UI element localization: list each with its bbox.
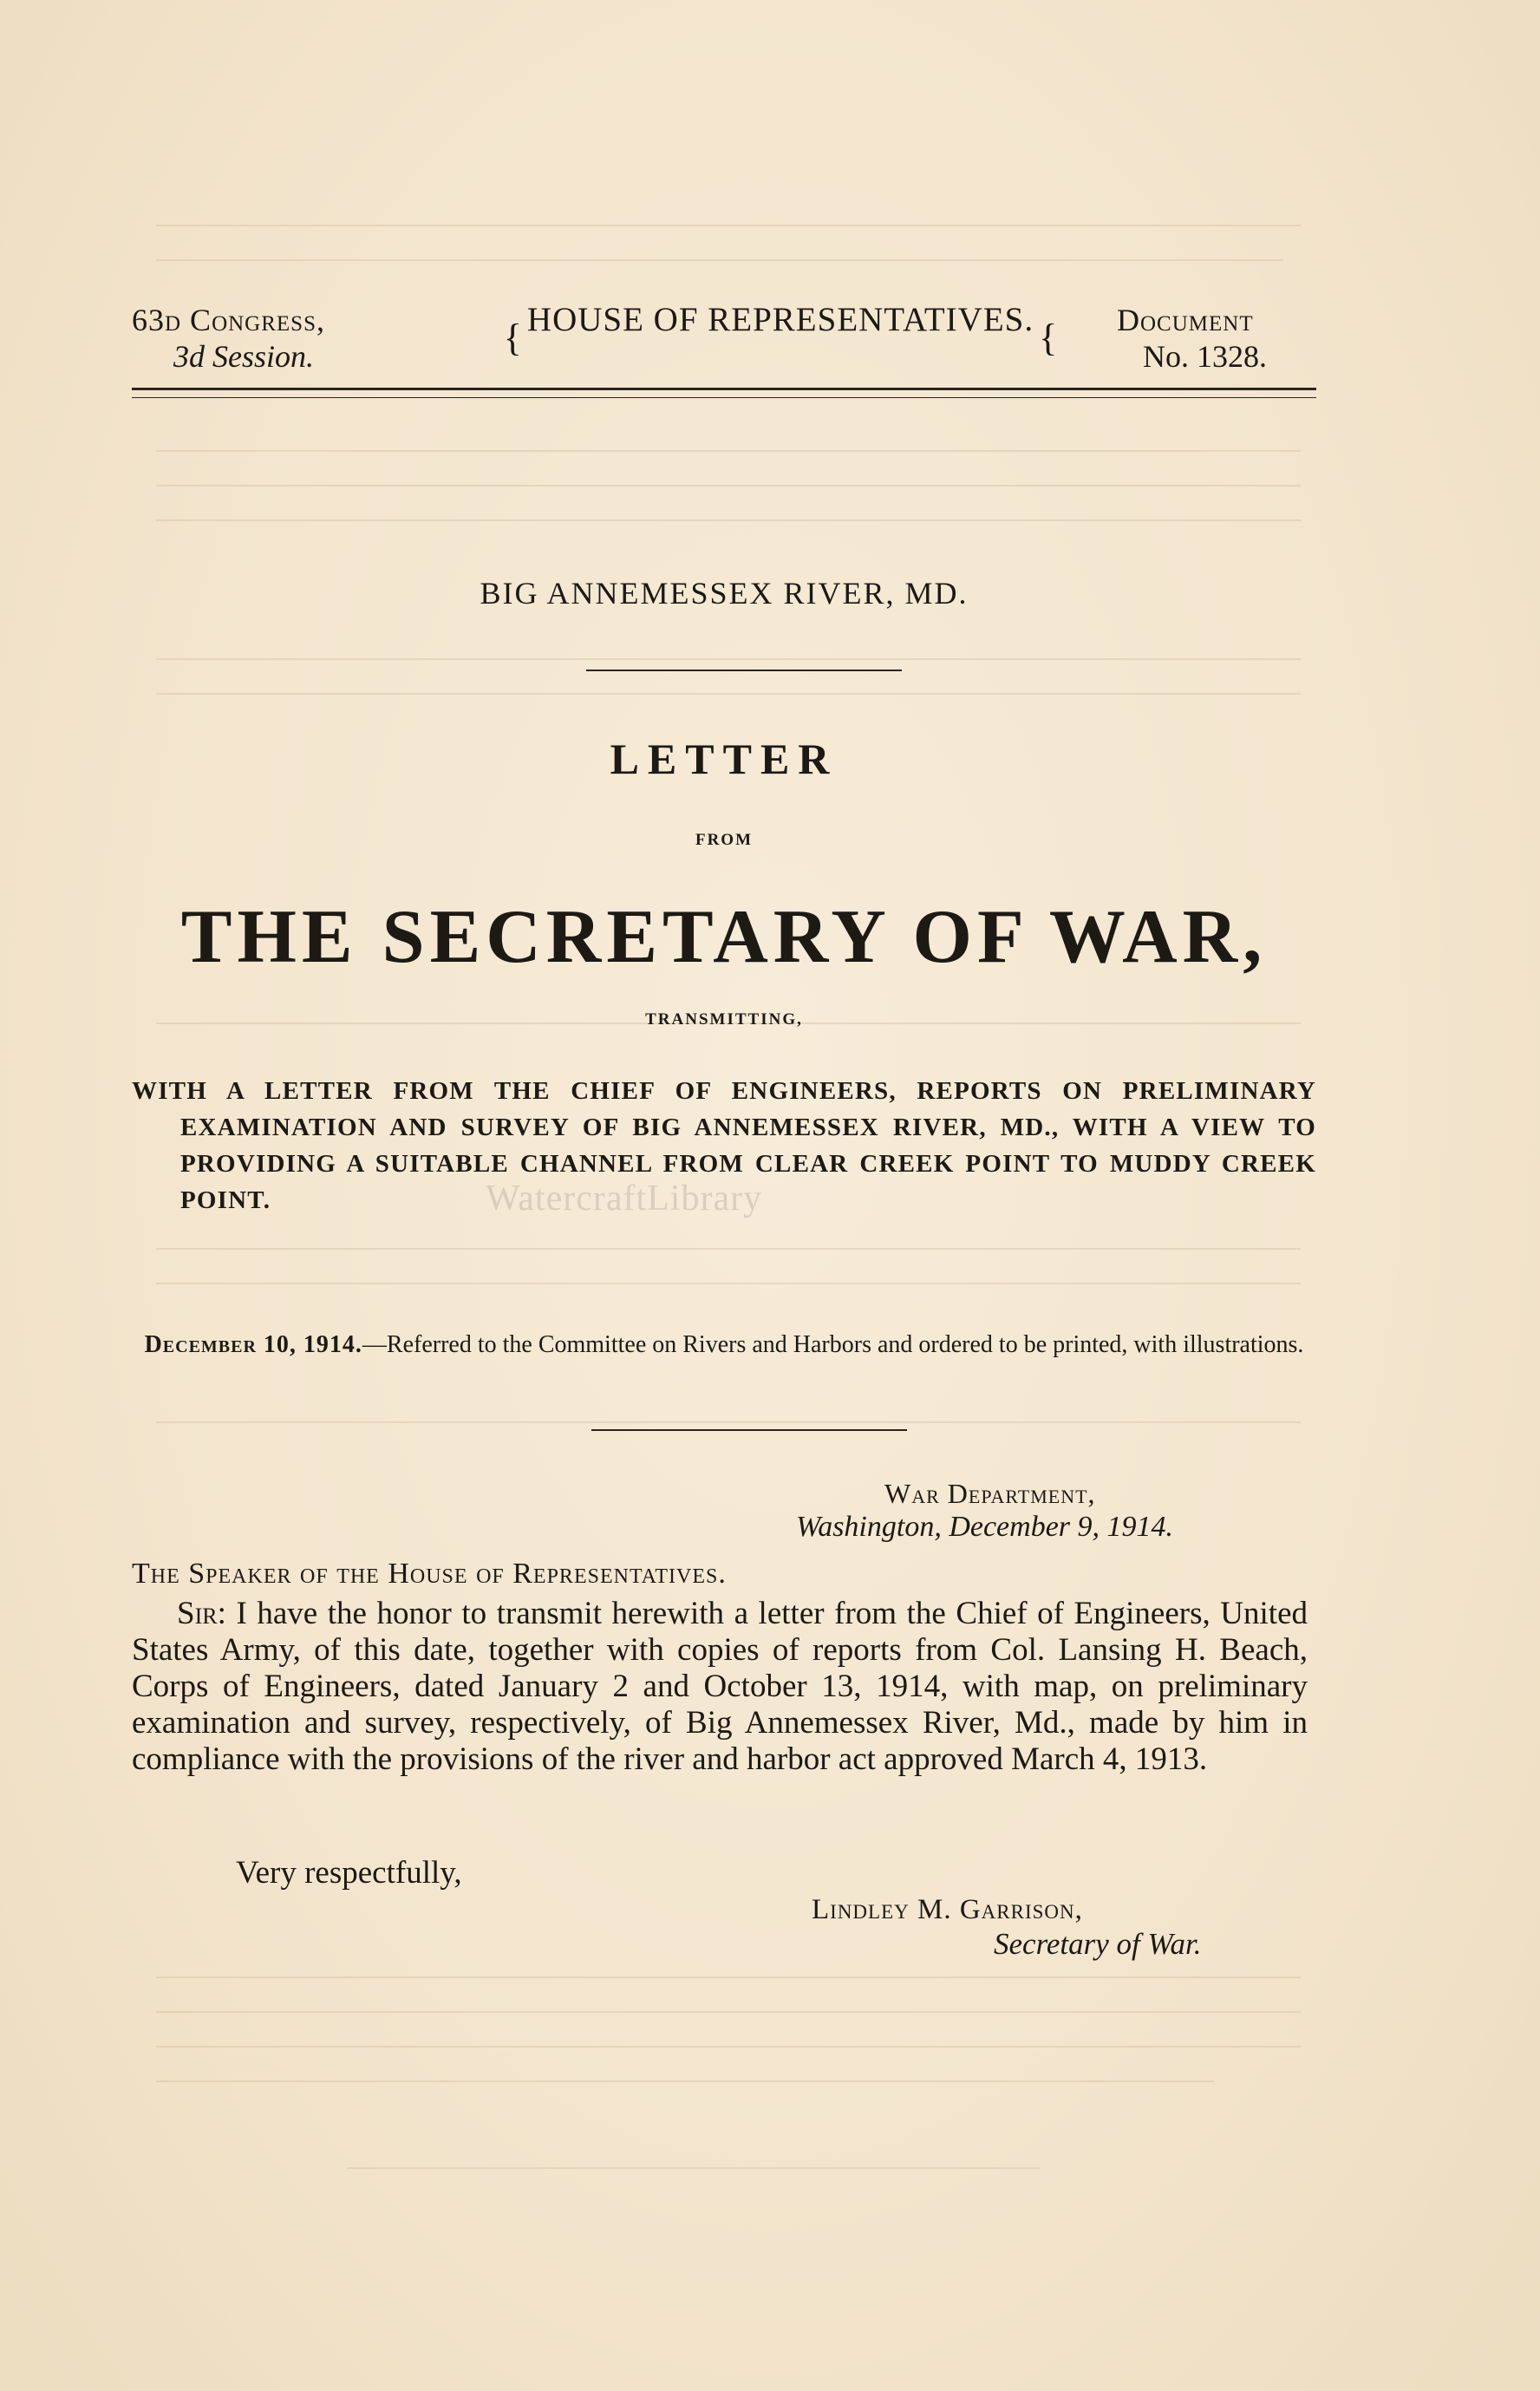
referral-text: —Referred to the Committee on Rivers and Harbors and ordered to be printed, with illustrations. xyxy=(362,1331,1304,1358)
from-label: FROM xyxy=(695,831,754,849)
document-number-block xyxy=(1117,302,1316,375)
river-title: BIG ANNEMESSEX RIVER, MD. xyxy=(480,576,969,611)
title-rule xyxy=(586,670,902,671)
left-brace: { xyxy=(503,317,522,359)
document-label: Document xyxy=(1117,303,1254,337)
document-number: No. 1328. xyxy=(1143,339,1267,374)
signer-title: Secretary of War. xyxy=(994,1927,1202,1961)
closing: Very respectfully, xyxy=(236,1855,462,1891)
header-double-rule xyxy=(132,388,1316,398)
signer-name: Lindley M. Garrison, xyxy=(812,1894,1083,1925)
document-header xyxy=(132,302,1316,375)
referral-rule xyxy=(591,1429,907,1431)
referral-note xyxy=(132,1327,1316,1363)
watermark: WatercraftLibrary xyxy=(486,1179,763,1218)
sir-greeting: Sir: xyxy=(177,1596,226,1631)
subject-text: WITH A LETTER FROM THE CHIEF OF ENGINEERS, REPORTS ON PRELIMINARY EXAMINATION AND SURVEY OF BIG ANNEMESSEX RIVER, MD., WITH A VIEW TO PROVIDING A SUITABLE CHANNEL FROM CLEAR CREEK POINT TO MUDDY CREEK POINT. xyxy=(132,1077,1316,1214)
referral-date: December 10, 1914. xyxy=(144,1331,362,1358)
house-label: HOUSE OF REPRESENTATIVES. xyxy=(526,301,1034,338)
congress-label: 63d Congress, xyxy=(132,303,325,337)
right-brace: { xyxy=(1039,317,1058,359)
congress-session xyxy=(132,302,444,375)
session-label: 3d Session. xyxy=(173,339,314,374)
house-block xyxy=(499,302,1062,375)
transmitting-label: TRANSMITTING, xyxy=(645,1010,803,1029)
dateline: Washington, December 9, 1914. xyxy=(796,1511,1174,1543)
letter-body xyxy=(132,1596,1308,1778)
letter-body-text: I have the honor to transmit herewith a letter from the Chief of Engineers, United States Army, of this date, together with copies of reports from Col. Lansing H. Beach, Corps of Engineers, dated January 2 and October 13, 1914, with map, on preliminary examination and survey, respectively, of Big Annemessex River, Md., made by him in compliance with the provisions of the river and harbor act approved March 4, 1913. xyxy=(132,1596,1308,1777)
department-line: War Department, xyxy=(884,1478,1096,1509)
secretary-heading: THE SECRETARY OF WAR, xyxy=(180,895,1268,979)
salutation: The Speaker of the House of Representatives. xyxy=(132,1558,727,1590)
letter-heading: LETTER xyxy=(610,735,839,783)
